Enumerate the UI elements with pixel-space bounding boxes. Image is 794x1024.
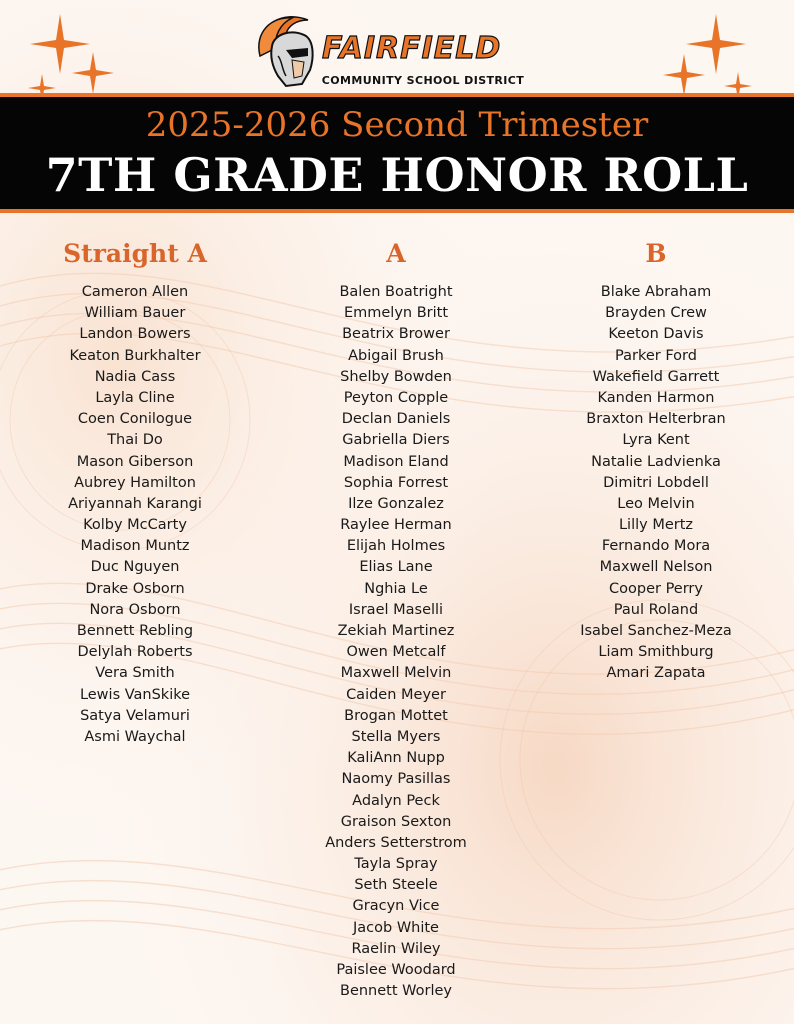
list-item: Seth Steele (354, 877, 438, 894)
list-item: Braxton Helterbran (586, 411, 726, 428)
list-item: Raylee Herman (340, 517, 452, 534)
list-item: Natalie Ladvienka (591, 453, 721, 470)
banner-subtitle: 2025-2026 Second Trimester (145, 105, 649, 145)
list-item: Amari Zapata (606, 665, 706, 682)
list-item: Duc Nguyen (90, 559, 180, 576)
list-item: Landon Bowers (79, 326, 191, 343)
column-heading: Straight A (63, 239, 207, 268)
name-list (536, 282, 776, 685)
list-item: Stella Myers (351, 728, 441, 745)
list-item: Kolby McCarty (83, 517, 187, 534)
list-item: Lyra Kent (622, 432, 690, 449)
list-item: Lilly Mertz (618, 517, 694, 534)
list-item: Liam Smithburg (598, 644, 714, 661)
list-item: Shelby Bowden (340, 368, 452, 385)
page-title: 7TH GRADE HONOR ROLL (45, 148, 749, 202)
list-item: Maxwell Nelson (599, 559, 713, 576)
list-item: Nora Osborn (89, 601, 181, 618)
list-item: Bennett Rebling (76, 623, 194, 639)
list-item: Lewis VanSkike (79, 686, 191, 703)
list-item: Israel Maselli (348, 601, 444, 618)
sparkle-icon (72, 52, 114, 94)
sparkle-icon (663, 54, 705, 96)
list-item: Leo Melvin (617, 495, 695, 512)
list-item: Nghia Le (364, 580, 428, 597)
list-item: Parker Ford (615, 347, 697, 364)
list-item: Adalyn Peck (352, 792, 440, 809)
list-item: Nadia Cass (94, 368, 176, 385)
list-item: Caiden Meyer (346, 686, 446, 703)
list-item: Drake Osborn (85, 580, 185, 597)
list-item: Elijah Holmes (346, 538, 446, 555)
list-item: Brayden Crew (605, 305, 707, 322)
list-item: Peyton Copple (343, 389, 449, 406)
list-item: Blake Abraham (600, 284, 712, 300)
list-item: Gracyn Vice (352, 898, 440, 915)
title-banner (0, 93, 794, 213)
list-item: Graison Sexton (340, 813, 452, 830)
list-item: Naomy Pasillas (341, 771, 451, 788)
sparkle-icon (686, 14, 746, 74)
list-item: Paul Roland (613, 601, 699, 618)
list-item: Cooper Perry (609, 580, 703, 597)
list-item: Tayla Spray (354, 856, 438, 873)
list-item: Layla Cline (95, 389, 175, 406)
list-item: Madison Eland (343, 453, 449, 470)
list-item: Delylah Roberts (77, 644, 193, 661)
district-subtitle: COMMUNITY SCHOOL DISTRICT (321, 74, 525, 87)
list-item: Jacob White (353, 919, 439, 936)
list-item: Balen Boatright (339, 284, 453, 300)
list-item: Owen Metcalf (346, 644, 446, 661)
list-item: KaliAnn Nupp (347, 750, 445, 767)
list-item: Ariyannah Karangi (68, 495, 202, 512)
district-wordmark: FAIRFIELD (322, 31, 502, 66)
list-item: Brogan Mottet (344, 707, 448, 724)
name-list (276, 282, 516, 1002)
list-item: Gabriella Diers (342, 432, 450, 449)
list-item: Keeton Davis (608, 326, 704, 343)
list-item: Fernando Mora (601, 538, 711, 555)
list-item: Keaton Burkhalter (69, 347, 201, 364)
list-item: Mason Giberson (76, 453, 194, 470)
list-item: Ilze Gonzalez (348, 495, 444, 512)
column-heading: B (645, 239, 667, 268)
list-item: Raelin Wiley (351, 940, 441, 957)
list-item: Vera Smith (95, 665, 175, 682)
column-straight-a (15, 236, 255, 748)
list-item: Wakefield Garrett (592, 368, 720, 385)
list-item: Declan Daniels (341, 411, 451, 428)
list-item: Isabel Sanchez-Meza (580, 623, 732, 639)
list-item: Thai Do (107, 432, 163, 449)
list-item: Coen Conilogue (77, 411, 193, 428)
list-item: Asmi Waychal (84, 728, 186, 745)
list-item: Maxwell Melvin (340, 665, 452, 682)
sparkle-icon (30, 14, 90, 74)
column-a (276, 236, 516, 1002)
list-item: Paislee Woodard (336, 962, 456, 978)
list-item: Satya Velamuri (80, 707, 190, 724)
column-heading: A (386, 239, 406, 268)
column-b (536, 236, 776, 685)
list-item: Abigail Brush (348, 347, 444, 364)
list-item: Madison Muntz (80, 538, 190, 555)
list-item: Emmelyn Britt (343, 305, 449, 322)
list-item: Aubrey Hamilton (74, 474, 196, 491)
name-list (15, 282, 255, 748)
list-item: Sophia Forrest (343, 474, 449, 491)
list-item: Kanden Harmon (597, 389, 715, 406)
list-item: Dimitri Lobdell (603, 474, 709, 491)
header-logo-area (0, 0, 794, 96)
spartan-helmet-icon (252, 10, 322, 90)
list-item: Elias Lane (359, 559, 433, 576)
list-item: Beatrix Brower (342, 326, 450, 343)
list-item: Zekiah Martinez (337, 623, 455, 639)
list-item: Cameron Allen (81, 284, 189, 300)
list-item: Anders Setterstrom (325, 834, 467, 851)
list-item: William Bauer (84, 305, 186, 322)
list-item: Bennett Worley (340, 983, 452, 1000)
